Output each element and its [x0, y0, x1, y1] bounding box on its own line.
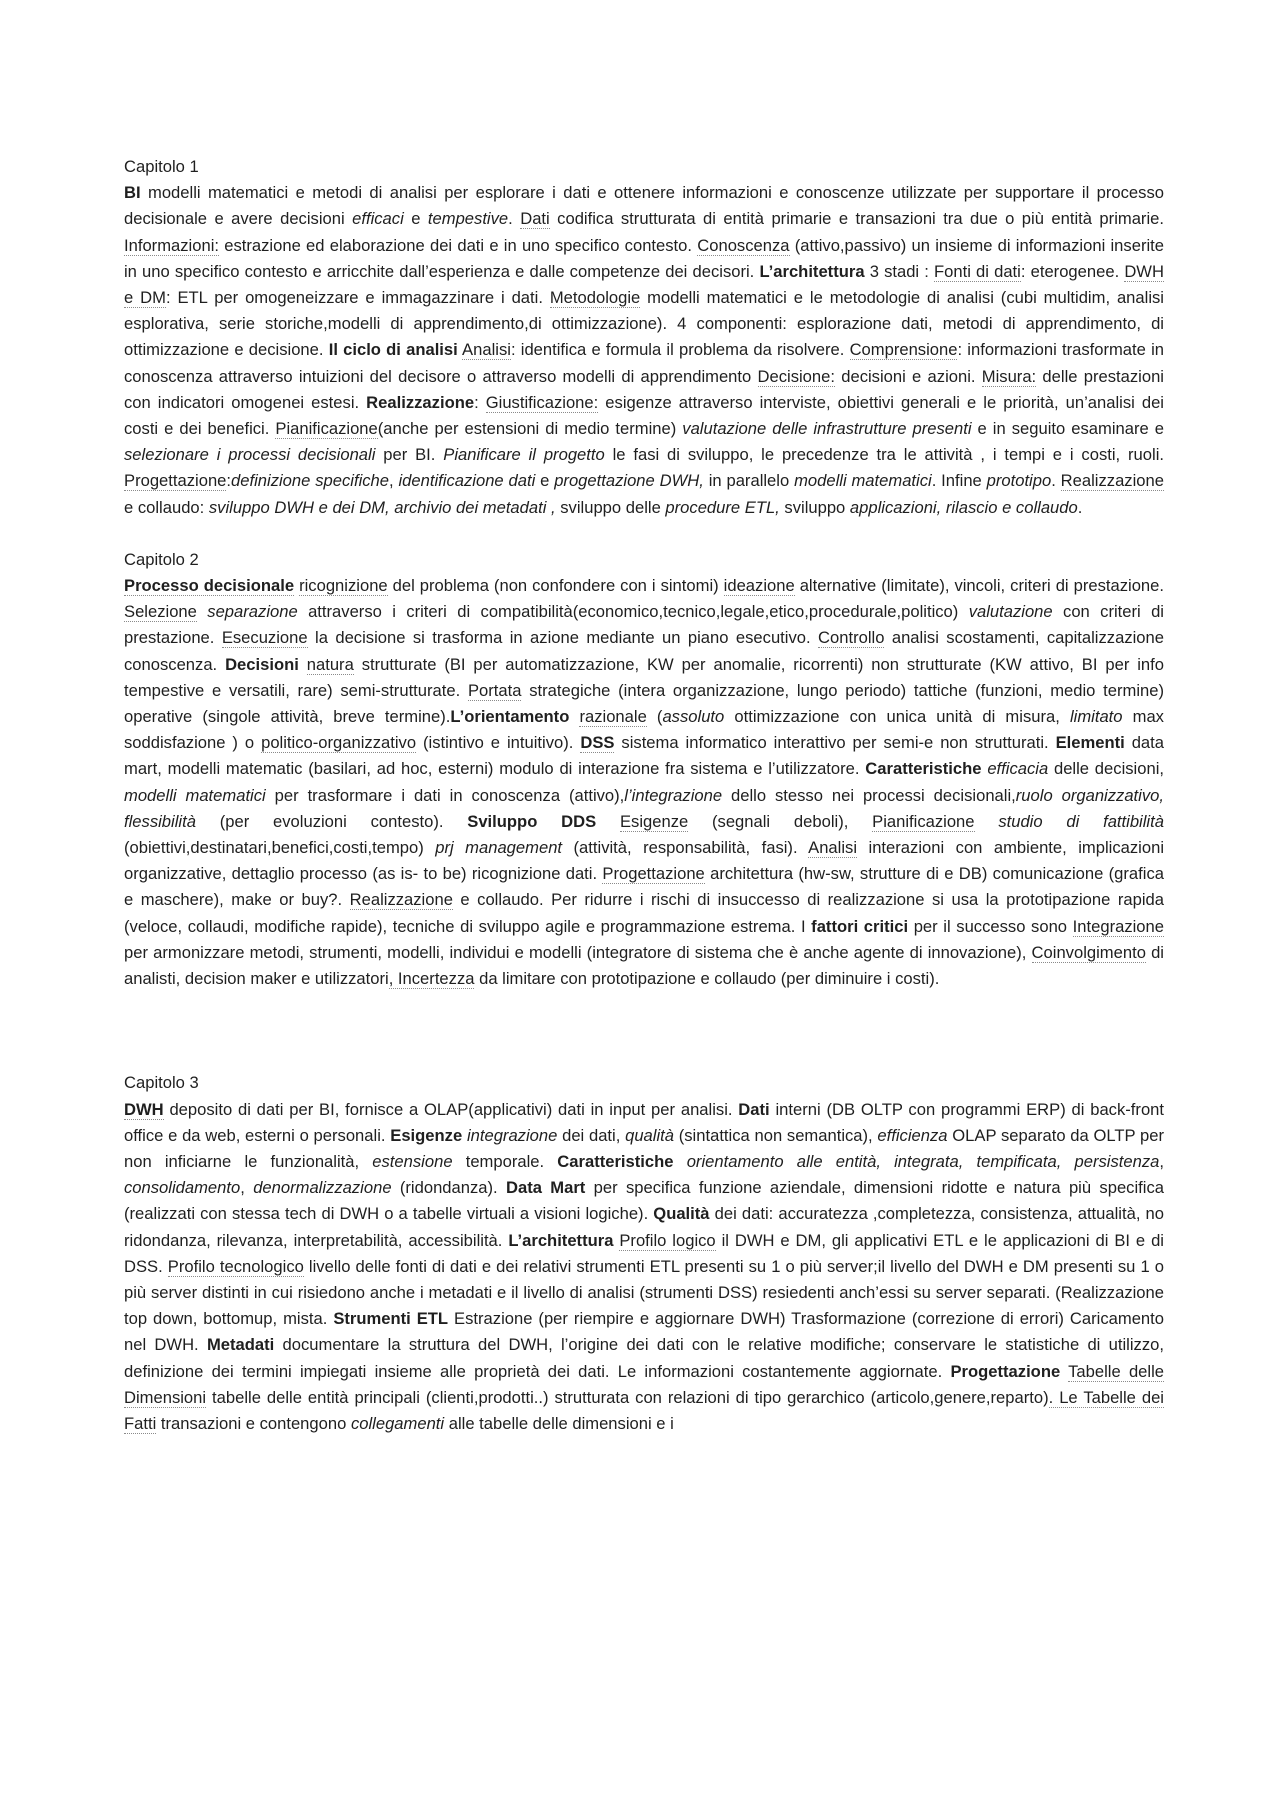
- text-run: max soddisfazione ) o: [124, 707, 1164, 753]
- text-run: : identifica e formula il problema da risolvere.: [510, 340, 850, 360]
- text-run: deposito di dati per BI, fornisce a OLAP(applicativi) dati in input per analisi.: [163, 1099, 739, 1119]
- text-run: sviluppo delle: [555, 497, 666, 517]
- term-run: Giustificazione:: [485, 392, 599, 412]
- term-run: collegamenti: [350, 1413, 445, 1433]
- text-run: (anche per estensioni di medio termine): [377, 419, 683, 439]
- term-run: . Le Tabelle dei Fatti: [124, 1387, 1164, 1433]
- text-run: sistema informatico interattivo per semi-e non strutturati.: [614, 733, 1056, 753]
- term-run: Conoscenza: [697, 235, 790, 255]
- term-run: Metodologie: [549, 288, 641, 308]
- text-run: dei dati,: [557, 1125, 626, 1145]
- term-run: ruolo organizzativo, flessibilità: [124, 785, 1164, 831]
- term-run: Informazioni:: [124, 235, 219, 255]
- text-run: e collaudo:: [124, 497, 209, 517]
- term-run: natura: [306, 654, 354, 674]
- chapter-heading: Capitolo 3: [124, 1073, 199, 1093]
- document-page: [124, 154, 1164, 1437]
- term-run: Fonti di dati: [934, 261, 1021, 281]
- term-run: valutazione: [968, 602, 1053, 622]
- text-run: da limitare con prototipazione e collaudo (per diminuire i costi).: [474, 969, 940, 989]
- text-run: livello delle fonti di dati e dei relativi strumenti ETL presenti su 1 o più server;il livello del DWH e DM presenti su 1 o più server distinti in cui risiedono anche i metadati e il livello di analisi (strumenti DSS) resiedenti anch’essi su server separati. (Realizzazione top down, bottomup, mista.: [124, 1256, 1164, 1329]
- text-run: strutturate (BI per automatizzazione, KW per anomalie, ricorrenti) non strutturate (KW attivo, BI per info tempestive e versatili, rare) semi-strutturate.: [124, 654, 1165, 700]
- text-run: [674, 1152, 687, 1171]
- term-run: Sviluppo DDS: [467, 811, 597, 831]
- term-run: assoluto: [662, 707, 725, 727]
- section-chapter-3: [124, 1070, 1164, 1437]
- term-run: Dati: [738, 1099, 770, 1119]
- term-run: efficienza: [877, 1125, 948, 1145]
- term-run: Elementi: [1055, 733, 1125, 753]
- text-run: (ridondanza).: [391, 1178, 506, 1198]
- term-run: Misura:: [981, 366, 1037, 386]
- term-run: DWH: [124, 1099, 164, 1119]
- text-run: Estrazione (per riempire e aggiornare DWH) Trasformazione (correzione di errori) Caricamento nel DWH.: [124, 1309, 1164, 1355]
- text-run: [975, 812, 999, 831]
- term-run: Esecuzione: [221, 628, 308, 648]
- text-run: ,: [240, 1178, 254, 1198]
- text-run: modelli matematici e le metodologie di analisi (cubi multidim, analisi esplorativa, serie storiche,modelli di apprendimento,di ottimizzazione). 4 componenti: esplorazione dati, metodi di apprendimento, di ottimizzazione e decisione.: [124, 288, 1164, 360]
- text-run: tabelle delle entità principali (clienti,prodotti..) strutturata con relazioni di tipo gerarchico (articolo,genere,reparto): [206, 1387, 1049, 1407]
- text-run: interazioni con ambiente, implicazioni organizzative, dettaglio processo (as is- to be) ricognizione dati.: [124, 838, 1165, 884]
- text-run: strategiche (intera organizzazione, lungo periodo) tattiche (funzioni, medio termine) operative (singole attività, breve termine).: [124, 680, 1164, 727]
- text-run: in parallelo: [703, 471, 795, 491]
- text-run: : ETL per omogeneizzare e immagazzinare i dati.: [165, 288, 550, 308]
- text-run: e: [403, 209, 428, 229]
- chapter-body: [124, 1097, 1164, 1438]
- term-run: Processo decisionale: [124, 576, 295, 596]
- text-run: (: [646, 707, 663, 727]
- term-run: identificazione dati: [398, 471, 536, 491]
- term-run: DWH e DM: [124, 261, 1164, 308]
- term-run: Realizzazione: [349, 890, 453, 910]
- text-run: transazioni e contengono: [156, 1413, 351, 1433]
- text-run: temporale.: [452, 1151, 558, 1171]
- term-run: consolidamento: [124, 1178, 241, 1198]
- term-run: L’architettura: [508, 1230, 614, 1250]
- text-run: alternative (limitate), vincoli, criteri di prestazione.: [794, 576, 1164, 596]
- text-run: . Infine: [931, 471, 987, 491]
- term-run: denormalizzazione: [253, 1178, 392, 1198]
- text-run: decisioni e azioni.: [834, 366, 982, 386]
- text-run: [569, 707, 579, 726]
- term-run: progettazione DWH,: [554, 471, 704, 491]
- term-run: Portata: [467, 680, 522, 700]
- term-run: BI: [124, 183, 141, 203]
- text-run: data mart, modelli matematic (basilari, ad hoc, esterni) modulo di interazione fra sistema e l’utilizzatore.: [124, 733, 1164, 779]
- term-run: Progettazione: [950, 1361, 1061, 1381]
- term-run: Decisioni: [225, 654, 299, 674]
- term-run: Realizzazione: [366, 392, 475, 412]
- term-run: limitato: [1069, 707, 1123, 727]
- text-run: per il successo sono: [908, 916, 1073, 936]
- text-run: (attivo,passivo) un insieme di informazioni inserite in uno specifico contesto e arricchite dall’esperienza e dalle competenze dei decisori.: [124, 235, 1164, 281]
- text-run: interni (DB OLTP con programmi ERP) di back-front office e da web, esterni o personali.: [124, 1099, 1165, 1145]
- text-run: modelli matematici e metodi di analisi per esplorare i dati e ottenere informazioni e conoscenze utilizzate per supportare il processo decisionale e avere decisioni: [124, 183, 1164, 229]
- term-run: Integrazione: [1072, 916, 1164, 936]
- text-run: e collaudo. Per ridurre i rischi di insuccesso di realizzazione si usa la prototipazione rapida (veloce, collaudi, modifiche rapide), tecniche di sviluppo agile e programmazione estrema. I: [124, 890, 1164, 936]
- text-run: attraverso i criteri di compatibilità(economico,tecnico,legale,etico,procedurale,politico): [297, 602, 969, 622]
- text-run: sviluppo: [779, 497, 850, 517]
- text-run: [1060, 1362, 1068, 1381]
- term-run: Esigenze: [619, 811, 689, 831]
- text-run: [596, 812, 620, 831]
- text-run: per specifica funzione aziendale, dimensioni ridotte e natura più specifica (realizzati con stessa tech di DWH o a tabelle virtuali a visioni logiche).: [124, 1178, 1164, 1224]
- text-run: : eterogenee.: [1020, 261, 1125, 281]
- term-run: separazione: [207, 602, 298, 622]
- term-run: Caratteristiche: [557, 1151, 674, 1171]
- term-run: Dati: [520, 209, 550, 229]
- text-run: 3 stadi :: [864, 261, 935, 281]
- term-run: L’architettura: [759, 261, 865, 281]
- term-run: sviluppo DWH e dei DM, archivio dei metadati ,: [208, 497, 556, 517]
- term-run: efficaci: [352, 209, 404, 229]
- term-run: applicazioni, rilascio e collaudo: [849, 497, 1078, 517]
- term-run: tempestive: [427, 209, 509, 229]
- text-run: (sintattica non semantica),: [674, 1125, 878, 1145]
- text-run: dello stesso nei processi decisionali,: [722, 785, 1016, 805]
- text-run: delle decisioni,: [1048, 759, 1164, 779]
- text-run: la decisione si trasforma in azione mediante un piano esecutivo.: [307, 628, 819, 648]
- section-chapter-2: [124, 547, 1164, 992]
- term-run: fattori critici: [811, 916, 909, 936]
- text-run: (istintivo e intuitivo).: [416, 733, 581, 753]
- term-run: orientamento alle entità, integrata, tempificata, persistenza: [686, 1151, 1160, 1171]
- term-run: Decisione:: [757, 366, 835, 386]
- term-run: Progettazione: [124, 471, 227, 491]
- text-run: dei dati: accuratezza ,completezza, consistenza, attualità, no ridondanza, rilevanza, interpretabilità, accessibilità.: [124, 1204, 1165, 1250]
- text-run: e in seguito esaminare e: [971, 419, 1164, 439]
- term-run: l’integrazione: [624, 785, 723, 805]
- term-run: estensione: [372, 1151, 453, 1171]
- text-run: per armonizzare metodi, strumenti, modelli, individui e modelli (integratore di sistema che è anche agente di innovazione),: [124, 942, 1032, 962]
- term-run: DSS: [580, 733, 615, 753]
- chapter-heading: Capitolo 2: [124, 549, 199, 569]
- term-run: studio di fattibilità: [998, 811, 1164, 831]
- text-run: con criteri di prestazione.: [124, 602, 1164, 648]
- text-run: OLAP separato da OLTP per non inficiarne le funzionalità,: [124, 1125, 1165, 1171]
- term-run: qualità: [625, 1125, 674, 1145]
- term-run: efficacia: [987, 759, 1049, 779]
- chapter-body: [124, 180, 1164, 521]
- text-run: di analisti, decision maker e utilizzatori: [124, 942, 1164, 989]
- text-run: .: [1077, 497, 1083, 517]
- text-run: .: [508, 209, 521, 229]
- term-run: politico-organizzativo: [261, 733, 417, 753]
- term-run: Profilo logico: [619, 1230, 716, 1250]
- text-run: ottimizzazione con unica unità di misura,: [724, 707, 1070, 727]
- text-run: [299, 655, 307, 674]
- term-run: Caratteristiche: [865, 759, 982, 779]
- term-run: prj management: [435, 838, 563, 858]
- text-run: per trasformare i dati in conoscenza (attivo),: [265, 785, 625, 805]
- text-run: : informazioni trasformate in conoscenza attraverso intuizioni del decisore o attraverso modelli di apprendimento: [124, 340, 1164, 386]
- text-run: documentare la struttura del DWH, l’origine dei dati con le relative modifiche; conservare le statistiche di utilizzo, definizione dei termini impiegati insieme alle proprietà dei dati. Le informazioni costantemente aggiornate.: [124, 1335, 1164, 1381]
- term-run: selezionare i processi decisionali: [124, 445, 376, 465]
- term-run: Il ciclo di analisi: [328, 340, 458, 360]
- text-run: alle tabelle delle dimensioni e i: [444, 1413, 674, 1433]
- text-run: del problema (non confondere con i sintomi): [387, 576, 724, 596]
- text-run: delle prestazioni con indicatori omogenei estesi.: [124, 366, 1164, 412]
- term-run: Coinvolgimento: [1031, 942, 1146, 962]
- term-run: ideazione: [723, 576, 795, 596]
- text-run: (per evoluzioni contesto).: [195, 811, 468, 831]
- text-run: codifica strutturata di entità primarie e transazioni tra due o più entità primarie.: [549, 209, 1164, 229]
- term-run: Comprensione: [849, 340, 958, 360]
- term-run: , Incertezza: [388, 969, 475, 989]
- text-run: :: [474, 392, 486, 412]
- term-run: L’orientamento: [450, 707, 570, 727]
- term-run: Progettazione: [602, 864, 705, 884]
- text-run: il DWH e DM, gli applicativi ETL e le applicazioni di BI e di DSS.: [124, 1230, 1164, 1276]
- term-run: modelli matematici: [124, 785, 266, 805]
- term-run: Pianificazione: [872, 811, 975, 831]
- text-run: (obiettivi,destinatari,benefici,costi,tempo): [124, 838, 436, 858]
- term-run: Esigenze: [390, 1125, 463, 1145]
- text-run: ,: [1159, 1151, 1164, 1171]
- text-run: esigenze attraverso interviste, obiettivi generali e le priorità, un’analisi dei costi e dei benefici.: [124, 392, 1164, 439]
- term-run: Metadati: [206, 1335, 275, 1355]
- term-run: Qualità: [653, 1204, 710, 1224]
- text-run: ,: [389, 471, 399, 491]
- term-run: Analisi: [808, 838, 858, 858]
- term-run: Analisi: [462, 340, 511, 360]
- text-run: le fasi di sviluppo, le precedenze tra le attività , i tempi e i costi, ruoli.: [604, 445, 1164, 465]
- term-run: definizione specifiche: [231, 471, 390, 491]
- text-run: analisi scostamenti, capitalizzazione conoscenza.: [124, 628, 1164, 674]
- chapter-body: [124, 573, 1164, 992]
- term-run: prototipo: [986, 471, 1052, 491]
- term-run: razionale: [579, 707, 647, 727]
- term-run: Data Mart: [505, 1178, 586, 1198]
- term-run: Realizzazione: [1060, 471, 1164, 491]
- term-run: Controllo: [818, 628, 885, 648]
- text-run: architettura (hw-sw, strutture di e DB) comunicazione (grafica e maschere), make or buy?.: [124, 864, 1164, 910]
- text-run: (attività, responsabilità, fasi).: [562, 838, 809, 858]
- text-run: e: [535, 471, 555, 491]
- term-run: Pianificare il progetto: [443, 445, 605, 465]
- text-run: .: [1051, 471, 1061, 491]
- term-run: Selezione: [124, 602, 197, 622]
- term-run: ricognizione: [299, 576, 388, 596]
- chapter-heading: Capitolo 1: [124, 157, 199, 176]
- text-run: per BI.: [375, 445, 444, 465]
- text-run: [197, 602, 207, 621]
- term-run: modelli matematici: [794, 471, 932, 491]
- term-run: valutazione delle infrastrutture presenti: [682, 419, 972, 439]
- term-run: Tabelle delle Dimensioni: [124, 1361, 1164, 1407]
- term-run: procedure ETL,: [665, 497, 780, 517]
- term-run: integrazione: [466, 1125, 558, 1145]
- term-run: Pianificazione: [275, 419, 378, 439]
- term-run: Strumenti ETL: [333, 1309, 449, 1329]
- text-run: estrazione ed elaborazione dei dati e in uno specifico contesto.: [219, 235, 698, 255]
- term-run: Profilo tecnologico: [167, 1256, 304, 1276]
- text-run: :: [226, 471, 232, 491]
- text-run: (segnali deboli),: [688, 811, 873, 831]
- section-chapter-1: [124, 154, 1164, 521]
